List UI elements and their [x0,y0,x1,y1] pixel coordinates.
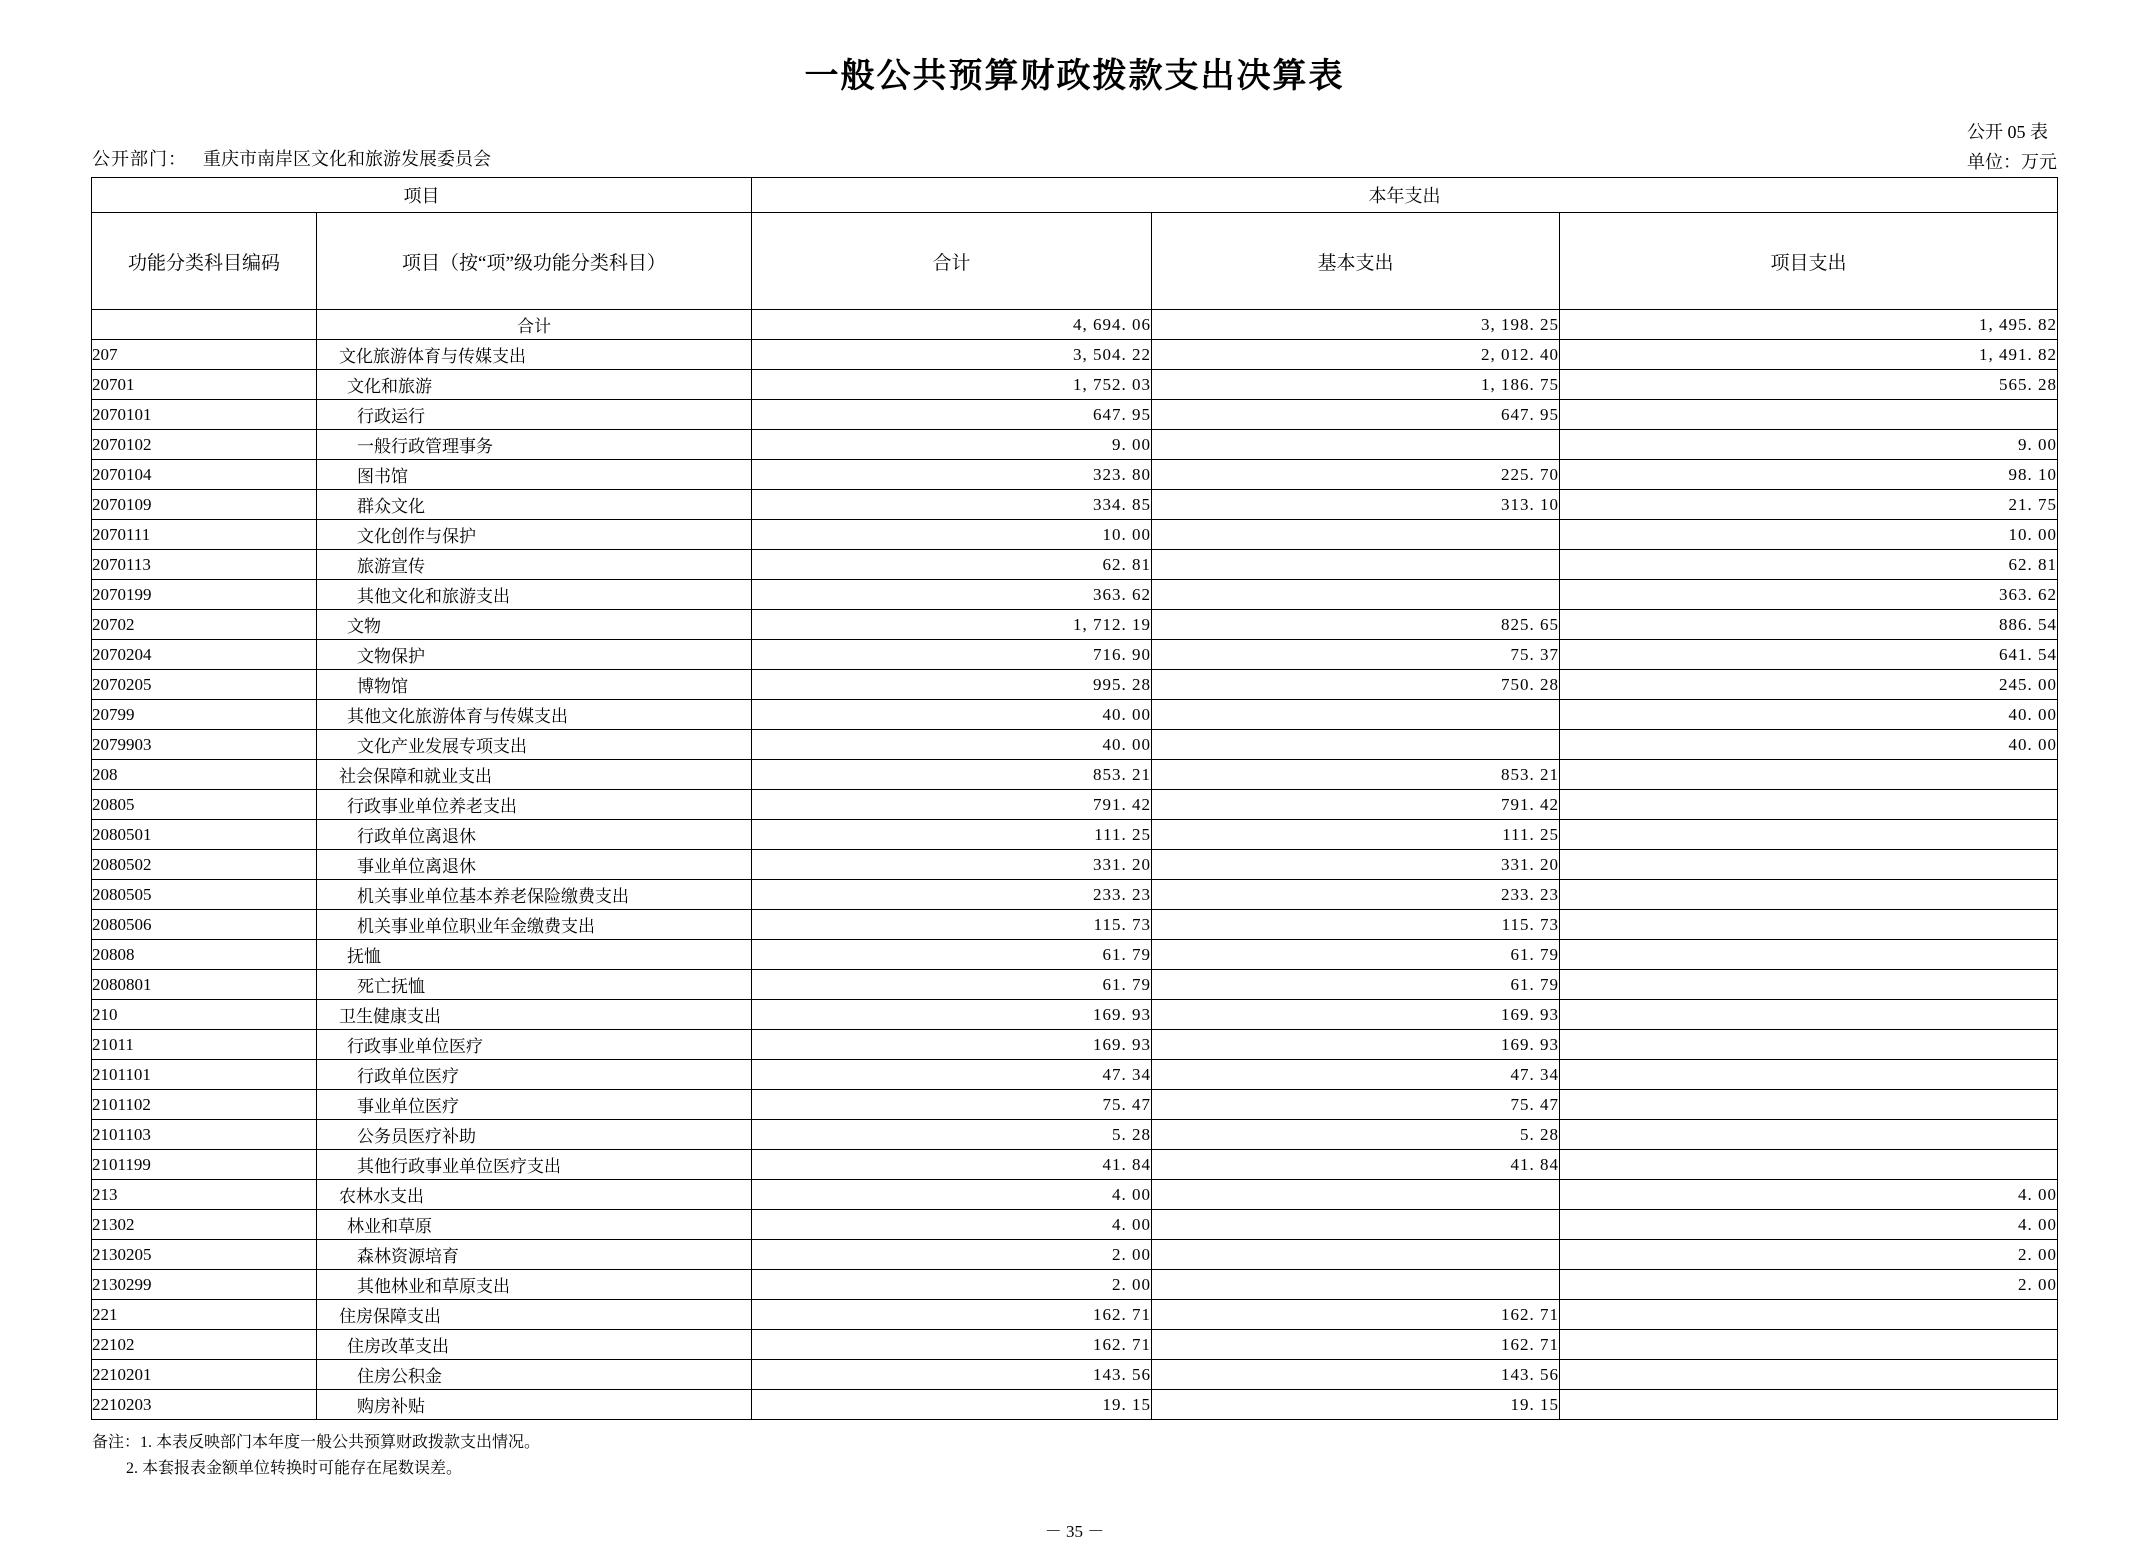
cell-item-name: 住房保障支出 [316,1300,751,1330]
cell-code: 2130205 [91,1240,316,1270]
cell-project: 2. 00 [1559,1270,2057,1300]
cell-total: 169. 93 [751,1030,1151,1060]
table-row [91,640,2057,670]
table-row [91,310,2057,340]
cell-project: 98. 10 [1559,460,2057,490]
header-group-item: 项目 [91,178,751,213]
table-row [91,1390,2057,1420]
table-row [91,550,2057,580]
table-row [91,910,2057,940]
cell-basic [1151,580,1559,610]
table-row [91,1090,2057,1120]
cell-item-name: 图书馆 [316,460,751,490]
cell-code: 21011 [91,1030,316,1060]
cell-project [1559,400,2057,430]
cell-total: 331. 20 [751,850,1151,880]
table-row [91,760,2057,790]
cell-code: 2101101 [91,1060,316,1090]
cell-basic: 853. 21 [1151,760,1559,790]
budget-expenditure-table [91,177,2058,1420]
cell-basic: 313. 10 [1151,490,1559,520]
cell-item-name: 行政事业单位医疗 [316,1030,751,1060]
cell-item-name: 机关事业单位基本养老保险缴费支出 [316,880,751,910]
cell-project [1559,1150,2057,1180]
table-row [91,1030,2057,1060]
cell-item-name: 合计 [316,310,751,340]
cell-code: 2080506 [91,910,316,940]
cell-total: 61. 79 [751,970,1151,1000]
cell-total: 647. 95 [751,400,1151,430]
cell-code: 2070102 [91,430,316,460]
cell-project [1559,820,2057,850]
table-row [91,880,2057,910]
cell-project: 641. 54 [1559,640,2057,670]
cell-project: 62. 81 [1559,550,2057,580]
cell-code: 2080801 [91,970,316,1000]
cell-item-name: 森林资源培育 [316,1240,751,1270]
cell-basic: 162. 71 [1151,1300,1559,1330]
cell-total: 75. 47 [751,1090,1151,1120]
cell-item-name: 公务员医疗补助 [316,1120,751,1150]
cell-project: 4. 00 [1559,1180,2057,1210]
cell-total: 4. 00 [751,1210,1151,1240]
cell-item-name: 林业和草原 [316,1210,751,1240]
cell-item-name: 行政单位医疗 [316,1060,751,1090]
header-col-total: 合计 [751,213,1151,310]
table-row [91,1060,2057,1090]
form-number: 公开 05 表 [1967,122,2048,142]
cell-project: 40. 00 [1559,730,2057,760]
cell-code: 2101103 [91,1120,316,1150]
table-header-row [91,213,2057,310]
header-col-basic: 基本支出 [1151,213,1559,310]
cell-total: 5. 28 [751,1120,1151,1150]
cell-code: 20808 [91,940,316,970]
cell-project: 245. 00 [1559,670,2057,700]
cell-total: 40. 00 [751,700,1151,730]
table-row [91,670,2057,700]
cell-basic: 75. 47 [1151,1090,1559,1120]
cell-basic: 647. 95 [1151,400,1559,430]
cell-project: 9. 00 [1559,430,2057,460]
cell-code: 2101102 [91,1090,316,1120]
cell-basic: 1, 186. 75 [1151,370,1559,400]
cell-item-name: 群众文化 [316,490,751,520]
form-meta [1967,117,2057,177]
table-notes [92,1430,2149,1482]
cell-project: 10. 00 [1559,520,2057,550]
table-row [91,1360,2057,1390]
cell-basic: 115. 73 [1151,910,1559,940]
cell-total: 162. 71 [751,1300,1151,1330]
cell-project [1559,1300,2057,1330]
table-row [91,400,2057,430]
header-col-code: 功能分类科目编码 [91,213,316,310]
cell-item-name: 其他行政事业单位医疗支出 [316,1150,751,1180]
cell-item-name: 死亡抚恤 [316,970,751,1000]
note-line-2: 2. 本套报表金额单位转换时可能存在尾数误差。 [126,1460,463,1477]
cell-total: 2. 00 [751,1240,1151,1270]
cell-project: 40. 00 [1559,700,2057,730]
cell-total: 111. 25 [751,820,1151,850]
cell-code: 2080505 [91,880,316,910]
table-row [91,1000,2057,1030]
cell-basic [1151,1270,1559,1300]
cell-item-name: 社会保障和就业支出 [316,760,751,790]
cell-item-name: 住房改革支出 [316,1330,751,1360]
table-row [91,730,2057,760]
cell-item-name: 行政事业单位养老支出 [316,790,751,820]
cell-project: 2. 00 [1559,1240,2057,1270]
table-row [91,1300,2057,1330]
cell-total: 853. 21 [751,760,1151,790]
table-header-group-row [91,178,2057,213]
cell-total: 41. 84 [751,1150,1151,1180]
cell-project [1559,1000,2057,1030]
cell-basic [1151,430,1559,460]
cell-item-name: 购房补贴 [316,1390,751,1420]
table-row [91,490,2057,520]
document-page [0,48,2149,1568]
table-row [91,790,2057,820]
cell-basic: 225. 70 [1151,460,1559,490]
cell-code: 2101199 [91,1150,316,1180]
cell-total: 363. 62 [751,580,1151,610]
cell-item-name: 农林水支出 [316,1180,751,1210]
cell-project [1559,880,2057,910]
cell-total: 233. 23 [751,880,1151,910]
table-row [91,370,2057,400]
cell-total: 61. 79 [751,940,1151,970]
cell-total: 10. 00 [751,520,1151,550]
cell-total: 3, 504. 22 [751,340,1151,370]
cell-basic: 5. 28 [1151,1120,1559,1150]
cell-total: 9. 00 [751,430,1151,460]
cell-project [1559,1090,2057,1120]
cell-basic: 825. 65 [1151,610,1559,640]
document-meta [0,119,2149,177]
table-row [91,820,2057,850]
table-row [91,1270,2057,1300]
cell-project [1559,910,2057,940]
header-col-name: 项目（按“项”级功能分类科目） [316,213,751,310]
cell-basic: 169. 93 [1151,1030,1559,1060]
table-row [91,940,2057,970]
cell-basic: 143. 56 [1151,1360,1559,1390]
cell-code [91,310,316,340]
cell-basic: 2, 012. 40 [1151,340,1559,370]
department-value: 重庆市南岸区文化和旅游发展委员会 [203,149,491,169]
cell-code: 21302 [91,1210,316,1240]
cell-code: 2130299 [91,1270,316,1300]
cell-item-name: 文化产业发展专项支出 [316,730,751,760]
cell-project: 1, 495. 82 [1559,310,2057,340]
cell-code: 2080502 [91,850,316,880]
cell-basic: 61. 79 [1151,970,1559,1000]
cell-project [1559,970,2057,1000]
cell-basic [1151,730,1559,760]
header-group-year: 本年支出 [751,178,2057,213]
cell-total: 1, 712. 19 [751,610,1151,640]
table-row [91,850,2057,880]
cell-basic [1151,700,1559,730]
cell-basic: 47. 34 [1151,1060,1559,1090]
cell-code: 2070104 [91,460,316,490]
cell-total: 19. 15 [751,1390,1151,1420]
cell-project: 21. 75 [1559,490,2057,520]
cell-total: 995. 28 [751,670,1151,700]
cell-code: 2070205 [91,670,316,700]
cell-code: 2070109 [91,490,316,520]
cell-item-name: 行政运行 [316,400,751,430]
cell-total: 4. 00 [751,1180,1151,1210]
table-row [91,1210,2057,1240]
cell-basic: 41. 84 [1151,1150,1559,1180]
table-row [91,460,2057,490]
cell-project [1559,1360,2057,1390]
table-row [91,340,2057,370]
cell-item-name: 旅游宣传 [316,550,751,580]
cell-project [1559,1120,2057,1150]
cell-project [1559,940,2057,970]
cell-item-name: 行政单位离退休 [316,820,751,850]
table-row [91,970,2057,1000]
cell-total: 323. 80 [751,460,1151,490]
cell-total: 334. 85 [751,490,1151,520]
cell-basic: 233. 23 [1151,880,1559,910]
cell-code: 2210201 [91,1360,316,1390]
cell-basic [1151,1180,1559,1210]
cell-total: 4, 694. 06 [751,310,1151,340]
cell-project: 565. 28 [1559,370,2057,400]
cell-item-name: 文化旅游体育与传媒支出 [316,340,751,370]
header-col-project: 项目支出 [1559,213,2057,310]
cell-project [1559,760,2057,790]
table-row [91,580,2057,610]
cell-total: 1, 752. 03 [751,370,1151,400]
cell-basic: 169. 93 [1151,1000,1559,1030]
cell-total: 47. 34 [751,1060,1151,1090]
cell-project [1559,1060,2057,1090]
cell-item-name: 其他文化旅游体育与传媒支出 [316,700,751,730]
cell-basic [1151,1240,1559,1270]
cell-code: 2070199 [91,580,316,610]
cell-code: 2070113 [91,550,316,580]
cell-project [1559,1330,2057,1360]
cell-code: 20805 [91,790,316,820]
cell-basic [1151,550,1559,580]
cell-total: 2. 00 [751,1270,1151,1300]
table-row [91,1120,2057,1150]
note-line-1: 备注：1. 本表反映部门本年度一般公共预算财政拨款支出情况。 [92,1434,541,1451]
cell-code: 221 [91,1300,316,1330]
cell-code: 22102 [91,1330,316,1360]
cell-item-name: 住房公积金 [316,1360,751,1390]
table-row [91,1240,2057,1270]
cell-total: 169. 93 [751,1000,1151,1030]
cell-code: 20701 [91,370,316,400]
cell-item-name: 其他文化和旅游支出 [316,580,751,610]
cell-project: 886. 54 [1559,610,2057,640]
cell-code: 2070101 [91,400,316,430]
cell-item-name: 卫生健康支出 [316,1000,751,1030]
cell-basic: 162. 71 [1151,1330,1559,1360]
table-row [91,430,2057,460]
table-row [91,1330,2057,1360]
cell-item-name: 抚恤 [316,940,751,970]
cell-code: 2070204 [91,640,316,670]
cell-basic: 791. 42 [1151,790,1559,820]
cell-item-name: 事业单位离退休 [316,850,751,880]
page-number: － 35 － [1044,1522,1105,1541]
unit-label: 单位：万元 [1967,152,2057,172]
department-line [92,145,491,171]
cell-total: 115. 73 [751,910,1151,940]
cell-item-name: 事业单位医疗 [316,1090,751,1120]
cell-item-name: 博物馆 [316,670,751,700]
cell-total: 791. 42 [751,790,1151,820]
cell-project: 1, 491. 82 [1559,340,2057,370]
table-row [91,700,2057,730]
department-label: 公开部门： [92,149,187,169]
table-row [91,1150,2057,1180]
cell-code: 2079903 [91,730,316,760]
cell-project [1559,850,2057,880]
table-row [91,610,2057,640]
cell-basic: 3, 198. 25 [1151,310,1559,340]
cell-basic: 19. 15 [1151,1390,1559,1420]
cell-total: 62. 81 [751,550,1151,580]
cell-basic: 75. 37 [1151,640,1559,670]
cell-item-name: 机关事业单位职业年金缴费支出 [316,910,751,940]
cell-project [1559,790,2057,820]
cell-code: 208 [91,760,316,790]
cell-total: 143. 56 [751,1360,1151,1390]
cell-project: 363. 62 [1559,580,2057,610]
cell-basic: 111. 25 [1151,820,1559,850]
cell-item-name: 一般行政管理事务 [316,430,751,460]
cell-project [1559,1030,2057,1060]
page-title: 一般公共预算财政拨款支出决算表 [804,58,1345,95]
cell-code: 20799 [91,700,316,730]
cell-code: 2210203 [91,1390,316,1420]
cell-project [1559,1390,2057,1420]
cell-code: 213 [91,1180,316,1210]
table-row [91,520,2057,550]
cell-basic: 331. 20 [1151,850,1559,880]
cell-basic: 750. 28 [1151,670,1559,700]
cell-item-name: 文化和旅游 [316,370,751,400]
cell-total: 162. 71 [751,1330,1151,1360]
cell-basic: 61. 79 [1151,940,1559,970]
cell-project: 4. 00 [1559,1210,2057,1240]
cell-code: 20702 [91,610,316,640]
cell-item-name: 文物保护 [316,640,751,670]
cell-basic [1151,1210,1559,1240]
cell-item-name: 其他林业和草原支出 [316,1270,751,1300]
cell-basic [1151,520,1559,550]
cell-item-name: 文物 [316,610,751,640]
table-row [91,1180,2057,1210]
cell-code: 207 [91,340,316,370]
cell-code: 2070111 [91,520,316,550]
cell-total: 716. 90 [751,640,1151,670]
cell-item-name: 文化创作与保护 [316,520,751,550]
cell-code: 210 [91,1000,316,1030]
cell-total: 40. 00 [751,730,1151,760]
cell-code: 2080501 [91,820,316,850]
